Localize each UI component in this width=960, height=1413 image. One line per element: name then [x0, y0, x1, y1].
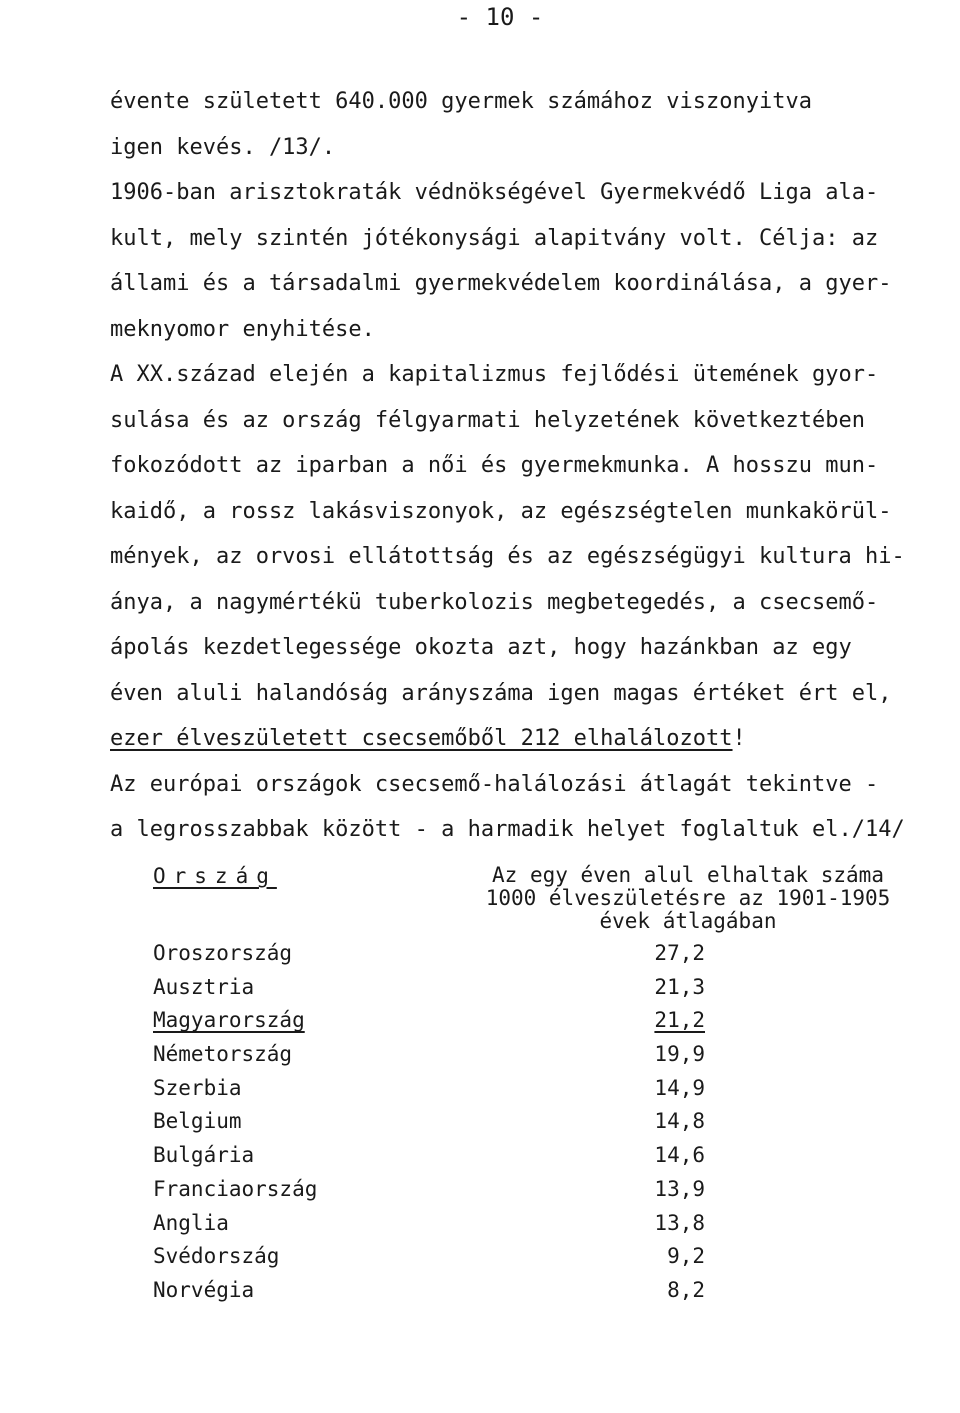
text-line: igen kevés. /13/. — [110, 134, 336, 160]
table-row — [153, 1105, 933, 1139]
text-line: évente született 640.000 gyermek számához viszonyitva — [110, 89, 812, 114]
country-cell: Oroszország — [153, 941, 293, 965]
country-cell: Magyarország — [153, 1008, 305, 1033]
header-country: Ország — [153, 864, 277, 888]
country-cell: Belgium — [153, 1109, 242, 1134]
value-cell: 19,9 — [654, 1042, 705, 1067]
underlined-statement: ezer élveszületett csecsemőből 212 elhalálozott — [110, 726, 733, 751]
body-text — [110, 79, 930, 853]
underlined-statement-end: ! — [732, 726, 746, 751]
text-line: ánya, a nagymértékü tuberkolozis megbetegedés, a csecsemő- — [110, 589, 879, 615]
table-row — [153, 1240, 933, 1274]
country-cell: Ausztria — [153, 974, 255, 999]
text-line: kaidő, a rossz lakásviszonyok, az egészségtelen munkakörül- — [110, 498, 892, 524]
header-value-line: 1000 élveszületésre az 1901-1905 — [485, 886, 891, 910]
underlined-statement-line — [110, 716, 930, 762]
table-row — [153, 1173, 933, 1207]
table-row — [153, 1139, 933, 1173]
value-cell: 21,3 — [654, 974, 705, 999]
value-cell: 9,2 — [667, 1244, 705, 1269]
country-cell: Németország — [153, 1042, 293, 1067]
table-row — [153, 1072, 933, 1106]
text-line: ápolás kezdetlegessége okozta azt, hogy hazánkban az egy — [110, 635, 852, 660]
value-cell: 14,9 — [654, 1075, 705, 1100]
text-line: állami és a társadalmi gyermekvédelem koordinálása, a gyer- — [110, 271, 892, 296]
table-row — [153, 1207, 933, 1241]
table-row — [153, 971, 933, 1005]
country-cell: Norvégia — [153, 1277, 255, 1302]
text-line: sulása és az ország félgyarmati helyzetének következtében — [110, 407, 865, 433]
table-row — [153, 1274, 933, 1308]
text-line: Az európai országok csecsemő-halálozási átlagát tekintve - — [110, 771, 879, 797]
text-line: A XX.század elején a kapitalizmus fejlődési ütemének gyor- — [110, 362, 879, 387]
value-cell: 14,8 — [654, 1109, 705, 1134]
table-row — [153, 1038, 933, 1072]
text-line: éven aluli halandóság arányszáma igen magas értéket ért el, — [110, 680, 892, 706]
table-rows — [153, 937, 933, 1308]
table-row — [153, 937, 933, 971]
header-value-line: Az egy éven alul elhaltak száma — [492, 863, 884, 887]
text-line: 1906-ban arisztokraták védnökségével Gyermekvédő Liga ala- — [110, 180, 879, 205]
value-cell: 27,2 — [654, 941, 705, 965]
value-cell: 13,9 — [654, 1176, 705, 1201]
value-cell: 13,8 — [654, 1210, 705, 1235]
page-number: - 10 - — [456, 3, 544, 31]
value-cell: 8,2 — [667, 1277, 705, 1302]
value-cell: 21,2 — [654, 1008, 705, 1033]
text-line: a legrosszabbak között - a harmadik helyet foglaltuk el./14/ — [110, 817, 905, 842]
country-cell: Svédország — [153, 1244, 280, 1269]
table-row-highlighted — [153, 1004, 933, 1038]
value-cell: 14,6 — [654, 1143, 705, 1168]
country-cell: Anglia — [153, 1210, 229, 1235]
header-value-line: évek átlagában — [599, 909, 777, 933]
country-cell: Szerbia — [153, 1075, 242, 1100]
infant-mortality-table — [153, 860, 933, 1302]
country-cell: Bulgária — [153, 1143, 255, 1168]
text-line: fokozódott az iparban a női és gyermekmunka. A hosszu mun- — [110, 453, 879, 478]
text-line: kult, mely szintén jótékonysági alapitvány volt. Célja: az — [110, 225, 879, 251]
country-cell: Franciaország — [153, 1176, 318, 1201]
table-header — [153, 860, 933, 942]
text-line: mények, az orvosi ellátottság és az egészségügyi kultura hi- — [110, 544, 905, 569]
text-line: meknyomor enyhitése. — [110, 316, 375, 342]
header-value — [468, 864, 908, 933]
